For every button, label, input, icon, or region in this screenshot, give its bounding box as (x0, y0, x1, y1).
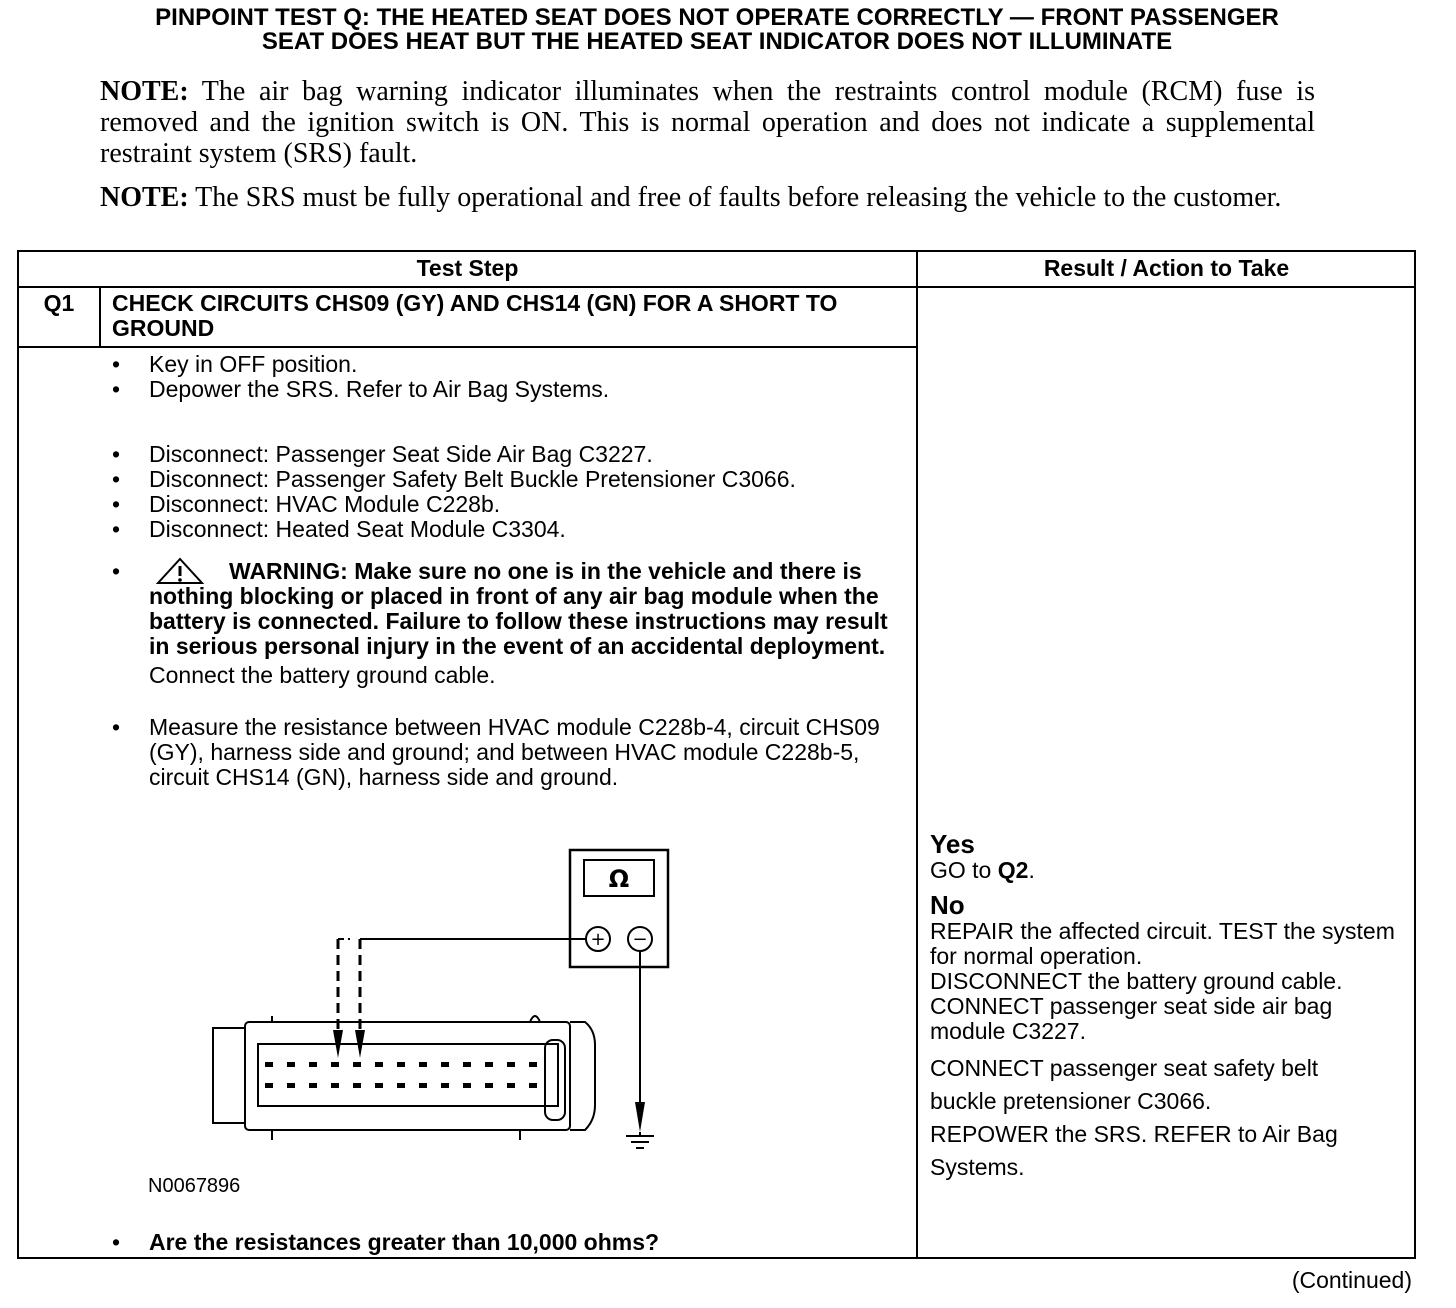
step-title: CHECK CIRCUITS CHS09 (GY) AND CHS14 (GN) FOR A SHORT TO GROUND (112, 290, 838, 341)
result-no-line: DISCONNECT the battery ground cable. (930, 968, 1343, 994)
step-title-divider (17, 346, 917, 348)
continued-label: (Continued) (1291, 1267, 1412, 1293)
header-divider (17, 286, 1416, 288)
ohm-symbol-icon: Ω (608, 865, 630, 893)
page-title (0, 6, 1434, 54)
connector-c228b (213, 1016, 595, 1140)
note-text: The SRS must be fully operational and free of faults before releasing the vehicle to the customer. (188, 182, 1282, 213)
title-line-2: SEAT DOES HEAT BUT THE HEATED SEAT INDICATOR DOES NOT ILLUMINATE (261, 28, 1173, 55)
steps-list-c (110, 715, 890, 790)
connect-battery-text: Connect the battery ground cable. (149, 662, 496, 688)
question-text: Are the resistances greater than 10,000 ohms? (149, 1229, 660, 1255)
note-text: The air bag warning indicator illuminates when the restraints control module (RCM) fuse is removed and the ignition switch is ON. This is normal operation and does not indicate a supplemental restraint system (SRS) fault. (100, 76, 1315, 169)
title-line-1: PINPOINT TEST Q: THE HEATED SEAT DOES NOT OPERATE CORRECTLY — FRONT PASSENGER (155, 4, 1279, 31)
list-item: • Depower the SRS. Refer to Air Bag Systems. (110, 377, 890, 402)
result-no-line: CONNECT passenger seat safety belt (930, 1055, 1319, 1081)
step-id-divider (99, 286, 101, 348)
ohmmeter-diagram (200, 840, 700, 1170)
figure-id: N0067896 (148, 1175, 241, 1197)
result-no-line: CONNECT passenger seat side air bag module C3227. (930, 993, 1333, 1044)
result-no-line: buckle pretensioner C3066. (930, 1088, 1212, 1114)
warning-triangle-icon (150, 557, 210, 585)
steps-list-a (110, 352, 890, 402)
result-yes-label: Yes (930, 829, 975, 859)
list-item: • Disconnect: HVAC Module C228b. (110, 492, 890, 517)
result-yes-text (930, 858, 1405, 883)
result-no-label: No (930, 890, 965, 920)
note-label: NOTE: (100, 182, 189, 213)
steps-list-b (110, 442, 890, 542)
yes-step-link: Q2 (997, 857, 1029, 883)
connector-pins (265, 1062, 537, 1088)
result-actions (930, 830, 1405, 1184)
plus-sign: + (590, 929, 606, 950)
list-item: • Disconnect: Passenger Safety Belt Buckle Pretensioner C3066. (110, 467, 890, 492)
header-test-step: Test Step (416, 255, 519, 281)
yes-text-post: . (1028, 857, 1035, 883)
warning-step (110, 559, 890, 688)
result-no-line: REPAIR the affected circuit. TEST the system for normal operation. (930, 918, 1395, 969)
yes-text-pre: GO to (930, 857, 998, 883)
minus-sign: − (632, 929, 648, 950)
step-id: Q1 (43, 290, 75, 316)
list-item: • Disconnect: Heated Seat Module C3304. (110, 517, 890, 542)
bullet: • (112, 1229, 121, 1255)
result-no-line: Systems. (930, 1154, 1025, 1180)
bullet: • (112, 558, 121, 584)
note-srs-operational (100, 182, 1315, 213)
result-no-line: REPOWER the SRS. REFER to Air Bag (930, 1121, 1338, 1147)
list-item: • Disconnect: Passenger Seat Side Air Bag C3227. (110, 442, 890, 467)
note-rcm-fuse (100, 76, 1315, 169)
ground-probe-tip (635, 1102, 645, 1132)
header-result-action: Result / Action to Take (1043, 255, 1290, 281)
list-item: • Measure the resistance between HVAC module C228b-4, circuit CHS09 (GY), harness side and ground; and between HVAC module C228b-5, circuit CHS14 (GN), harness side and ground. (110, 715, 890, 790)
list-item: • Key in OFF position. (110, 352, 890, 377)
question-step (110, 1230, 890, 1255)
note-label: NOTE: (100, 76, 189, 107)
warning-text: WARNING: Make sure no one is in the vehicle and there is nothing blocking or placed in front of any air bag module when the battery is connected. Failure to follow these instructions may result in serious personal injury in the event of an accidental deployment. (149, 558, 888, 659)
column-divider (916, 250, 918, 1259)
